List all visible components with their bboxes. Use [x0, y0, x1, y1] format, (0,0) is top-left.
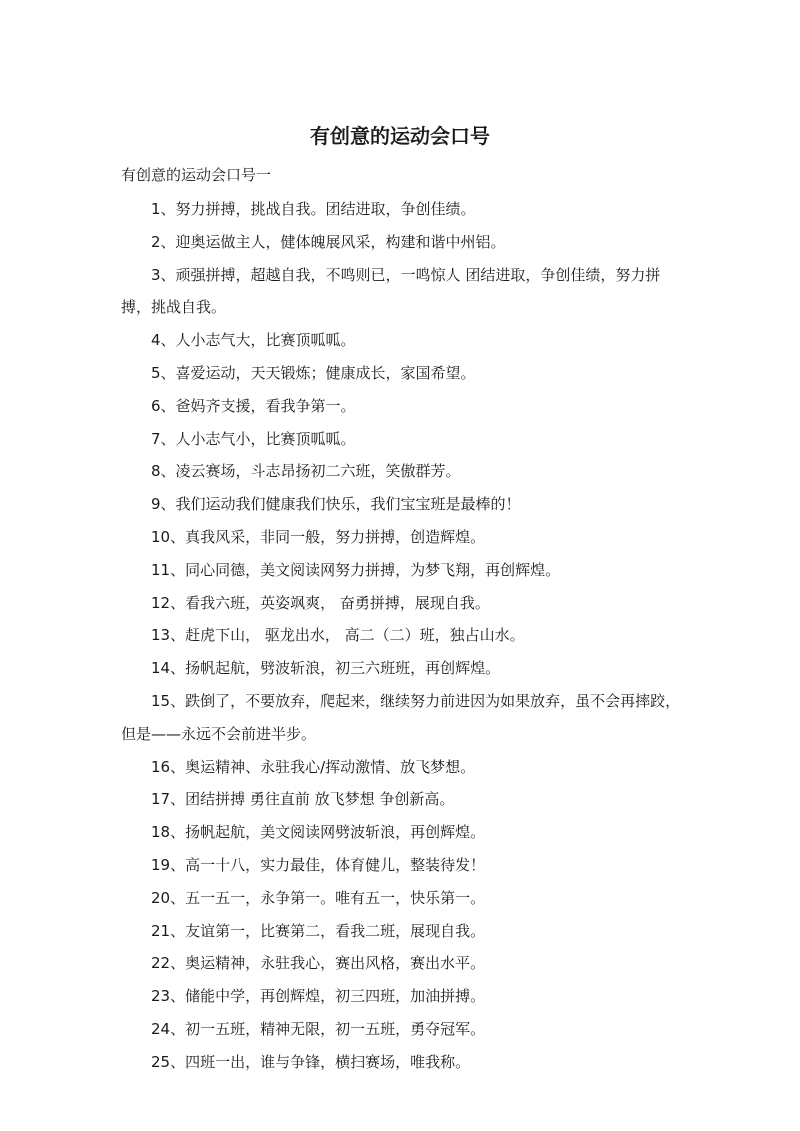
slogan-item: 24、初一五班，精神无限，初一五班，勇夺冠军。 — [151, 1019, 486, 1038]
slogan-item: 8、凌云赛场，斗志昂扬初二六班，笑傲群芳。 — [151, 462, 461, 481]
slogan-item: 20、五一五一，永争第一。唯有五一，快乐第一。 — [151, 888, 486, 907]
slogan-item: 3、顽强拼搏，超越自我，不鸣则已，一鸣惊人 团结进取，争创佳绩，努力拼搏，挑战自我。 — [121, 265, 661, 317]
slogan-item: 21、友谊第一，比赛第二，看我二班，展现自我。 — [151, 921, 486, 940]
slogan-item: 19、高一十八，实力最佳，体育健儿，整装待发！ — [151, 855, 486, 874]
slogan-item: 25、四班一出，谁与争锋，横扫赛场，唯我称。 — [151, 1052, 471, 1071]
slogan-item: 22、奥运精神，永驻我心，赛出风格，赛出水平。 — [151, 954, 486, 973]
slogan-item: 18、扬帆起航，美文阅读网劈波斩浪，再创辉煌。 — [151, 823, 486, 842]
slogan-item: 7、人小志气小，比赛顶呱呱。 — [151, 429, 356, 448]
page-title: 有创意的运动会口号 — [310, 124, 490, 148]
slogan-item: 14、扬帆起航，劈波斩浪，初三六班班，再创辉煌。 — [151, 659, 501, 678]
slogan-item: 2、迎奥运做主人，健体魄展风采，构建和谐中州铝。 — [151, 232, 506, 251]
slogan-item: 16、奥运精神、永驻我心/挥动激情、放飞梦想。 — [151, 757, 476, 776]
slogan-item: 13、赶虎下山， 驱龙出水， 高二（二）班，独占山水。 — [151, 626, 525, 645]
slogan-item: 23、储能中学，再创辉煌，初三四班，加油拼搏。 — [151, 987, 486, 1006]
slogan-item: 12、看我六班，英姿飒爽， 奋勇拼搏，展现自我。 — [151, 593, 490, 612]
slogan-item: 5、喜爱运动，天天锻炼；健康成长，家国希望。 — [151, 363, 476, 382]
slogan-item: 17、团结拼搏 勇往直前 放飞梦想 争创新高。 — [151, 790, 455, 809]
slogan-item: 15、跌倒了，不要放弃，爬起来，继续努力前进因为如果放弃，虽不会再摔跤，但是——永远不会前进半步。 — [121, 691, 681, 743]
slogan-item: 6、爸妈齐支援，看我争第一。 — [151, 396, 356, 415]
slogan-item: 4、人小志气大，比赛顶呱呱。 — [151, 331, 356, 350]
slogan-item: 9、我们运动我们健康我们快乐，我们宝宝班是最棒的！ — [151, 495, 521, 514]
slogan-item: 1、努力拼搏，挑战自我。团结进取，争创佳绩。 — [151, 200, 476, 218]
slogan-list — [121, 193, 683, 1079]
slogan-item: 10、真我风采，非同一般，努力拼搏，创造辉煌。 — [151, 527, 486, 546]
section-heading: 有创意的运动会口号一 — [121, 166, 272, 184]
slogan-item: 11、同心同德，美文阅读网努力拼搏，为梦飞翔，再创辉煌。 — [151, 560, 561, 579]
